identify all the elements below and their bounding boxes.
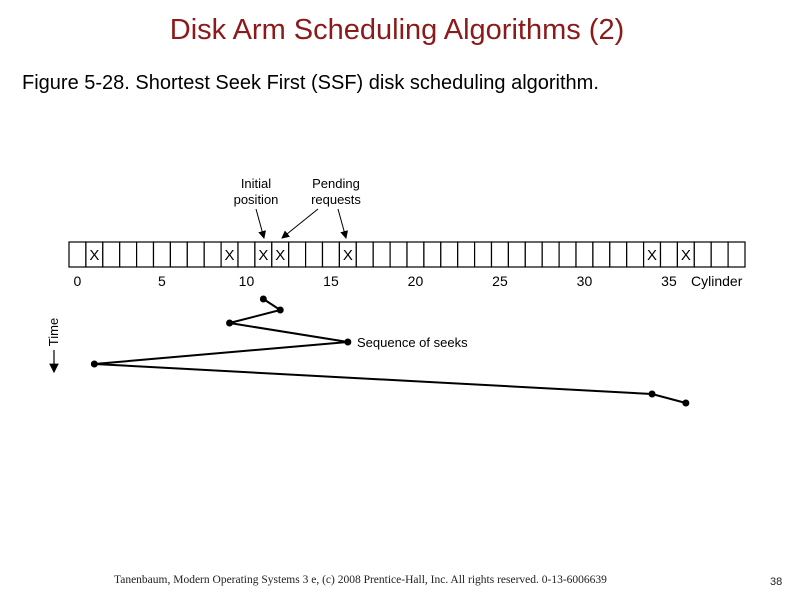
- cylinder-cell: [492, 242, 509, 267]
- pending-request-mark: X: [224, 247, 235, 264]
- ssf-diagram: [0, 160, 794, 420]
- cylinder-cell: [69, 242, 86, 267]
- cylinder-cell: [137, 242, 154, 267]
- cylinder-tick-label: 25: [492, 273, 508, 289]
- cylinder-cell: [593, 242, 610, 267]
- cylinder-cell: [154, 242, 171, 267]
- cylinder-cell: [238, 242, 255, 267]
- figure-caption: Figure 5-28. Shortest Seek First (SSF) disk scheduling algorithm.: [22, 72, 599, 94]
- cylinder-cell: [373, 242, 390, 267]
- seek-point: [649, 391, 656, 398]
- slide-title: Disk Arm Scheduling Algorithms (2): [169, 14, 625, 46]
- cylinder-cell: [627, 242, 644, 267]
- cylinder-cell: [323, 242, 340, 267]
- cylinder-tick-label: 30: [576, 273, 593, 289]
- footer-copyright: Tanenbaum, Modern Operating Systems 3 e, (c) 2008 Prentice-Hall, Inc. All rights reserved. 0-13-6006639: [114, 574, 607, 586]
- cylinder-cell: [187, 242, 204, 267]
- cylinder-cell: [508, 242, 525, 267]
- pending-requests-label-line2: requests: [311, 192, 361, 207]
- cylinder-cell: [204, 242, 221, 267]
- initial-position-label-line1: Initial: [240, 176, 272, 191]
- cylinder-cell: [728, 242, 745, 267]
- pending-request-mark: X: [258, 247, 269, 264]
- cylinder-tick-label: 5: [158, 273, 166, 289]
- seek-point: [260, 296, 267, 303]
- cylinder-cell: [559, 242, 576, 267]
- cylinder-cell: [711, 242, 728, 267]
- cylinder-strip: [69, 242, 745, 267]
- cylinder-cell: [458, 242, 475, 267]
- cylinder-cell: [289, 242, 306, 267]
- cylinder-cell: [694, 242, 711, 267]
- cylinder-cell: [525, 242, 542, 267]
- cylinder-cell: [120, 242, 137, 267]
- pending-arrow-right: [338, 209, 346, 238]
- seek-path: [94, 299, 686, 403]
- cylinder-cell: [170, 242, 187, 267]
- cylinder-cell: [542, 242, 559, 267]
- cylinder-cell: [306, 242, 323, 267]
- sequence-of-seeks-label: Sequence of seeks: [357, 335, 468, 350]
- cylinder-tick-label: 20: [407, 273, 424, 289]
- pending-requests-label-line1: Pending: [312, 176, 360, 191]
- seek-point: [226, 320, 233, 327]
- cylinder-cell: [475, 242, 492, 267]
- cylinder-cell: [103, 242, 120, 267]
- cylinder-axis-label: Cylinder: [691, 273, 743, 289]
- page-number: 38: [770, 576, 783, 588]
- seek-point: [277, 307, 284, 314]
- cylinder-tick-label: 15: [323, 273, 339, 289]
- initial-position-label-line2: position: [233, 192, 279, 207]
- time-axis-label: Time: [46, 317, 61, 347]
- seek-point: [91, 361, 98, 368]
- cylinder-tick-label: 35: [661, 273, 677, 289]
- cylinder-cell: [610, 242, 627, 267]
- pending-arrow-left: [282, 209, 318, 238]
- seek-point: [344, 339, 351, 346]
- pending-request-mark: X: [680, 247, 691, 264]
- cylinder-cell: [661, 242, 678, 267]
- cylinder-cell: [576, 242, 593, 267]
- cylinder-tick-label: 10: [238, 273, 255, 289]
- seek-point: [682, 400, 689, 407]
- cylinder-cell: [356, 242, 373, 267]
- pending-request-mark: X: [275, 247, 286, 264]
- cylinder-tick-label: 0: [73, 273, 82, 289]
- seek-points: [91, 296, 690, 407]
- initial-position-arrow: [256, 209, 264, 238]
- cylinder-axis: [74, 273, 677, 289]
- cylinder-cell: [407, 242, 424, 267]
- cylinder-cell: [424, 242, 441, 267]
- pending-request-mark: X: [342, 247, 353, 264]
- pending-request-mark: X: [89, 247, 100, 264]
- cylinder-cell: [441, 242, 458, 267]
- cylinder-cell: [390, 242, 407, 267]
- pending-request-mark: X: [647, 247, 658, 264]
